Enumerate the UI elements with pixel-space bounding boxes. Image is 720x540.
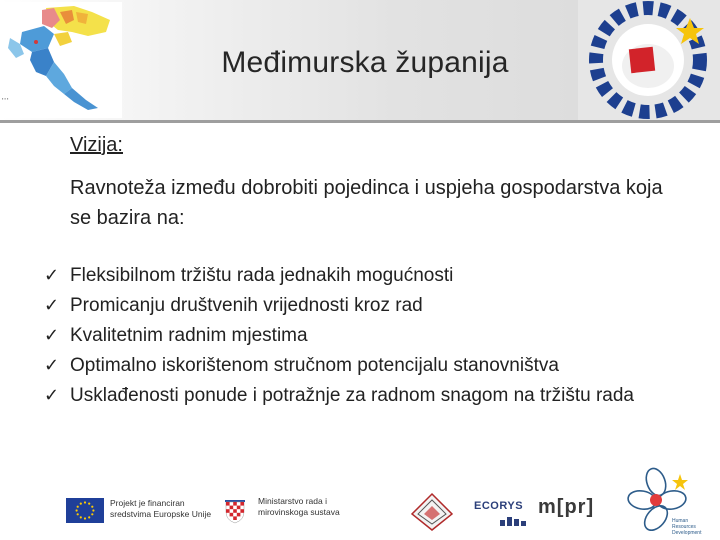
checkmark-icon: ✓	[44, 295, 60, 316]
map-caption: ▪ ▪ ▪	[2, 96, 9, 101]
list-item-text: Optimalno iskorištenom stručnom potencijalu stanovništva	[70, 355, 559, 376]
people-circle-icon	[578, 0, 720, 120]
list-item-text: Usklađenosti ponude i potražnje za radnom snagom na tržištu rada	[70, 385, 634, 406]
diamond-logo-icon	[410, 492, 454, 532]
ipa-caption: Human Resources Development	[672, 518, 702, 536]
ministry-text: Ministarstvo rada i mirovinskoga sustava	[258, 496, 340, 517]
checkmark-icon: ✓	[44, 265, 60, 286]
ipa-flower-icon	[622, 460, 718, 540]
vision-text: Ravnoteža između dobrobiti pojedinca i uspjeha gospodarstva koja se bazira na:	[70, 177, 663, 229]
eu-funding-text: Projekt je financiran sredstvima Europske Unije	[110, 498, 212, 519]
mpr-logo: m[pr]	[538, 496, 595, 518]
list-item-text: Promicanju društvenih vrijednosti kroz rad	[70, 295, 423, 316]
page-title: Međimurska županija	[221, 46, 509, 79]
list-item	[44, 291, 694, 321]
ecorys-emblem-icon	[498, 514, 528, 528]
slide-header	[0, 0, 720, 122]
checkmark-icon: ✓	[44, 385, 60, 406]
vision-label: Vizija:	[70, 134, 123, 156]
croatian-crest-icon	[224, 496, 246, 524]
ecorys-logo: ECORYS	[474, 500, 524, 512]
list-item-text: Fleksibilnom tržištu rada jednakih mogućnosti	[70, 265, 454, 286]
list-item	[44, 321, 694, 351]
list-item	[44, 351, 694, 381]
croatia-map-icon	[2, 2, 122, 118]
vision-bullet-list	[44, 261, 694, 411]
footer-logos	[0, 490, 720, 540]
checkmark-icon: ✓	[44, 325, 60, 346]
checkmark-icon: ✓	[44, 355, 60, 376]
list-item	[44, 381, 694, 411]
header-divider	[0, 120, 720, 123]
list-item	[44, 261, 694, 291]
list-item-text: Kvalitetnim radnim mjestima	[70, 325, 308, 346]
eu-flag-icon	[66, 498, 104, 523]
